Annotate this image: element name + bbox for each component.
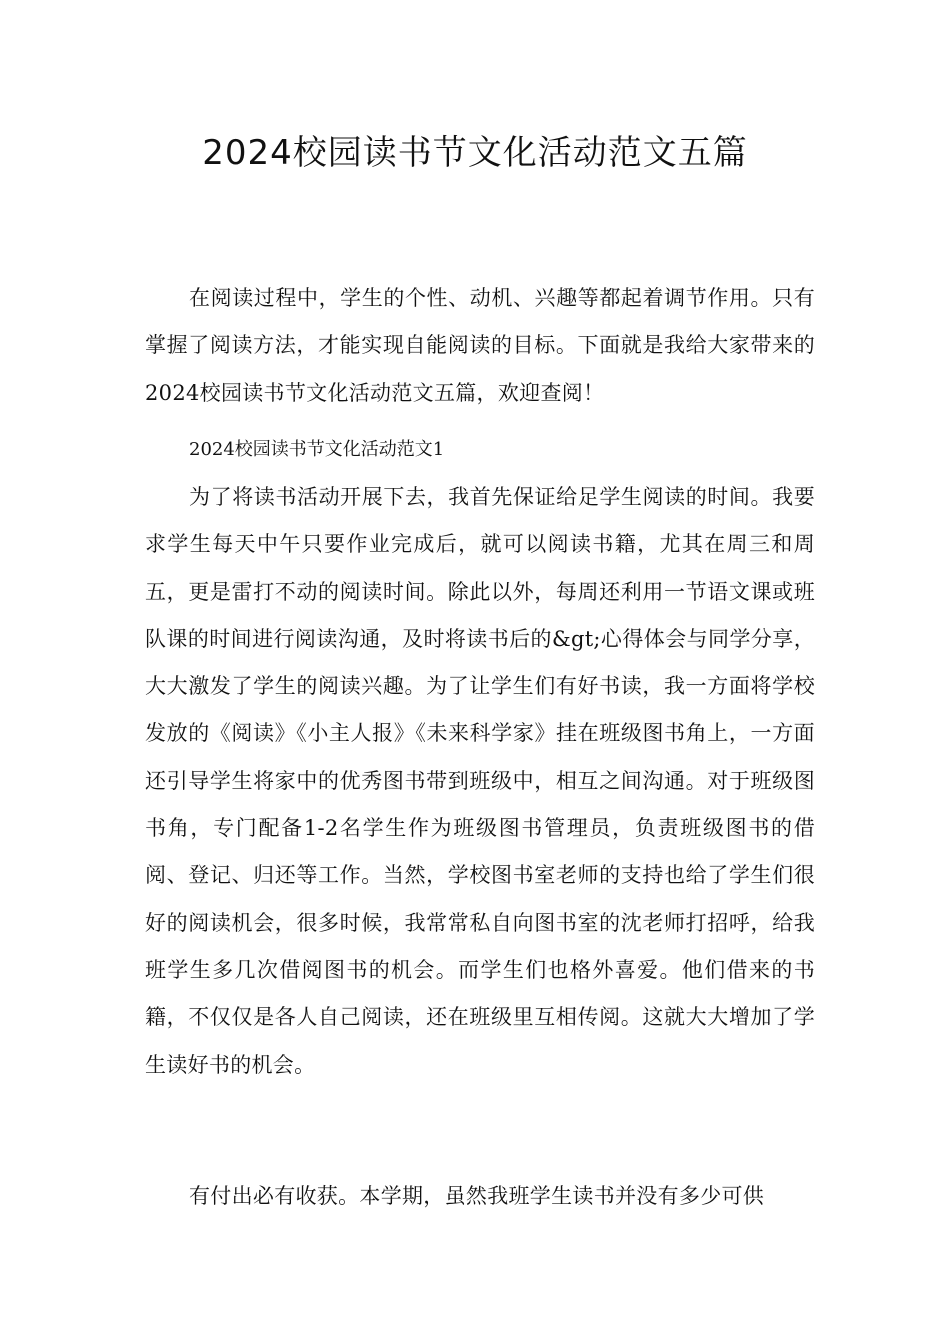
page-title: 2024校园读书节文化活动范文五篇: [202, 133, 748, 173]
intro-paragraph: 在阅读过程中，学生的个性、动机、兴趣等都起着调节作用。只有掌握了阅读方法，才能实现自能阅读的目标。下面就是我给大家带来的2024校园读书节文化活动范文五篇，欢迎查阅！: [145, 286, 815, 405]
body-paragraph: 为了将读书活动开展下去，我首先保证给足学生阅读的时间。我要求学生每天中午只要作业完成后，就可以阅读书籍，尤其在周三和周五，更是雷打不动的阅读时间。除此以外，每周还利用一节语文课或班队课的时间进行阅读沟通，及时将读书后的&gt;心得体会与同学分享，大大激发了学生的阅读兴趣。为了让学生们有好书读，我一方面将学校发放的《阅读》《小主人报》《未来科学家》挂在班级图书角上，一方面还引导学生将家中的优秀图书带到班级中，相互之间沟通。对于班级图书角，专门配备1-2名学生作为班级图书管理员，负责班级图书的借阅、登记、归还等工作。当然，学校图书室老师的支持也给了学生们很好的阅读机会，很多时候，我常常私自向图书室的沈老师打招呼，给我班学生多几次借阅图书的机会。而学生们也格外喜爱。他们借来的书籍，不仅仅是各人自己阅读，还在班级里互相传阅。这就大大增加了学生读好书的机会。: [145, 485, 815, 1077]
body-paragraph-continued: 有付出必有收获。本学期，虽然我班学生读书并没有多少可供: [189, 1184, 765, 1208]
section-heading: 2024校园读书节文化活动范文1: [189, 439, 445, 460]
